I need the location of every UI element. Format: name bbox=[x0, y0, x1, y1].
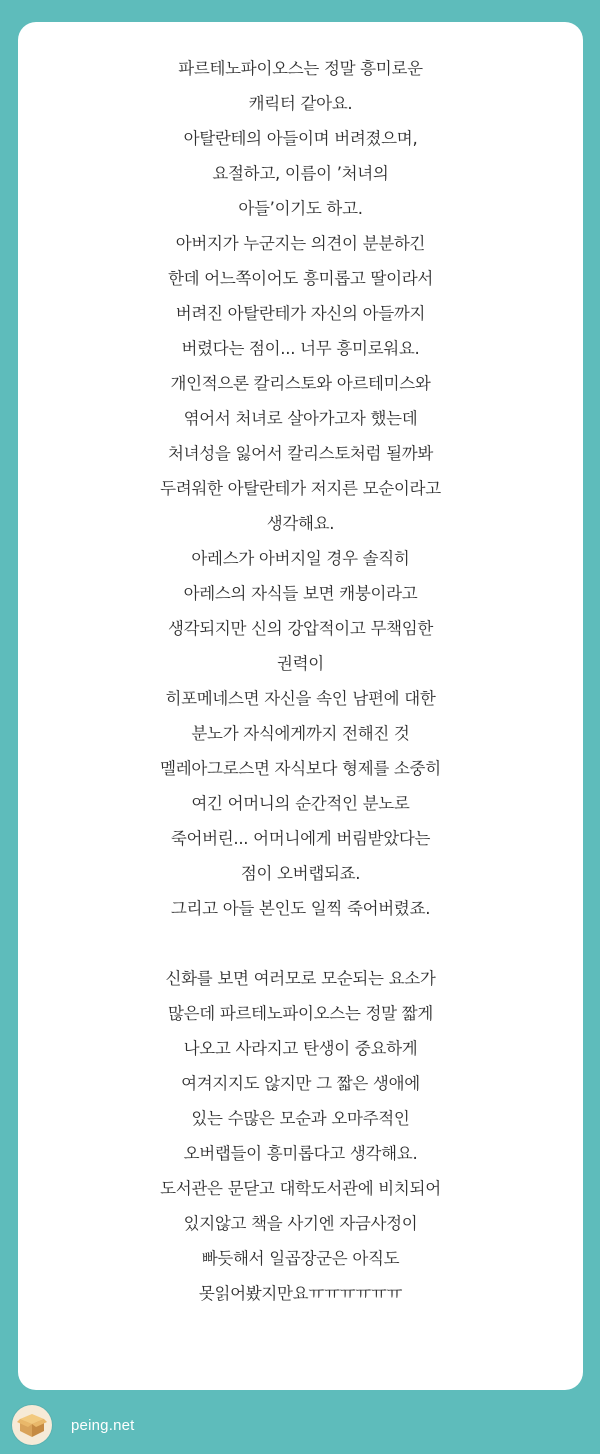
message-line: 두려워한 아탈란테가 저지른 모순이라고 bbox=[160, 479, 441, 498]
message-line: 여겨지지도 않지만 그 짧은 생애에 bbox=[181, 1074, 420, 1093]
message-line: 생각되지만 신의 강압적이고 무책임한 bbox=[167, 619, 434, 638]
message-line: 버렸다는 점이... 너무 흥미로워요. bbox=[181, 339, 420, 358]
message-line: 파르테노파이오스는 정말 흥미로운 bbox=[178, 59, 423, 78]
message-line: 멜레아그로스면 자식보다 형제를 소중히 bbox=[160, 759, 441, 778]
message-line: 아들’이기도 하고. bbox=[238, 199, 363, 218]
message-line: 분노가 자식에게까지 전해진 것 bbox=[191, 724, 410, 743]
message-line: 권력이 bbox=[277, 654, 324, 673]
message-line: 처녀성을 잃어서 칼리스토처럼 될까봐 bbox=[167, 444, 434, 463]
message-line: 한데 어느쪽이어도 흥미롭고 딸이라서 bbox=[167, 269, 434, 288]
message-line: 히포메네스면 자신을 속인 남편에 대한 bbox=[165, 689, 436, 708]
message-line: 캐릭터 같아요. bbox=[248, 94, 353, 113]
message-line: 점이 오버랩되죠. bbox=[240, 864, 361, 883]
message-line: 버려진 아탈란테가 자신의 아들까지 bbox=[175, 304, 426, 323]
message-blank-line bbox=[18, 926, 583, 961]
message-line: 아탈란테의 아들이며 버려졌으며, bbox=[183, 129, 418, 148]
cardboard-box-icon bbox=[12, 1405, 52, 1445]
message-line: 신화를 보면 여러모로 모순되는 요소가 bbox=[165, 969, 436, 988]
message-card bbox=[18, 22, 583, 1390]
message-line: 도서관은 문닫고 대학도서관에 비치되어 bbox=[160, 1179, 441, 1198]
message-line: 아레스의 자식들 보면 캐붕이라고 bbox=[183, 584, 418, 603]
message-line: 생각해요. bbox=[266, 514, 335, 533]
message-line: 개인적으론 칼리스토와 아르테미스와 bbox=[170, 374, 431, 393]
message-line: 나오고 사라지고 탄생이 중요하게 bbox=[183, 1039, 418, 1058]
message-text bbox=[18, 51, 583, 1311]
message-line: 여긴 어머니의 순간적인 분노로 bbox=[191, 794, 410, 813]
message-line: 빠듯해서 일곱장군은 아직도 bbox=[201, 1249, 400, 1268]
message-line: 그리고 아들 본인도 일찍 죽어버렸죠. bbox=[170, 899, 431, 918]
message-line: 요절하고, 이름이 ’처녀의 bbox=[212, 164, 389, 183]
message-line: 엮어서 처녀로 살아가고자 했는데 bbox=[183, 409, 418, 428]
message-line: 아레스가 아버지일 경우 솔직히 bbox=[191, 549, 410, 568]
message-line: 못읽어봤지만요ㅠㅠㅠㅠㅠㅠ bbox=[198, 1284, 403, 1303]
message-line: 아버지가 누군지는 의견이 분분하긴 bbox=[175, 234, 426, 253]
footer bbox=[12, 1404, 135, 1446]
message-line: 죽어버린... 어머니에게 버림받았다는 bbox=[170, 829, 431, 848]
message-line: 있지않고 책을 사기엔 자금사정이 bbox=[183, 1214, 418, 1233]
message-line: 있는 수많은 모순과 오마주적인 bbox=[191, 1109, 410, 1128]
brand-name: peing.net bbox=[71, 1416, 135, 1434]
message-line: 오버랩들이 흥미롭다고 생각해요. bbox=[183, 1144, 418, 1163]
message-line: 많은데 파르테노파이오스는 정말 짧게 bbox=[167, 1004, 434, 1023]
